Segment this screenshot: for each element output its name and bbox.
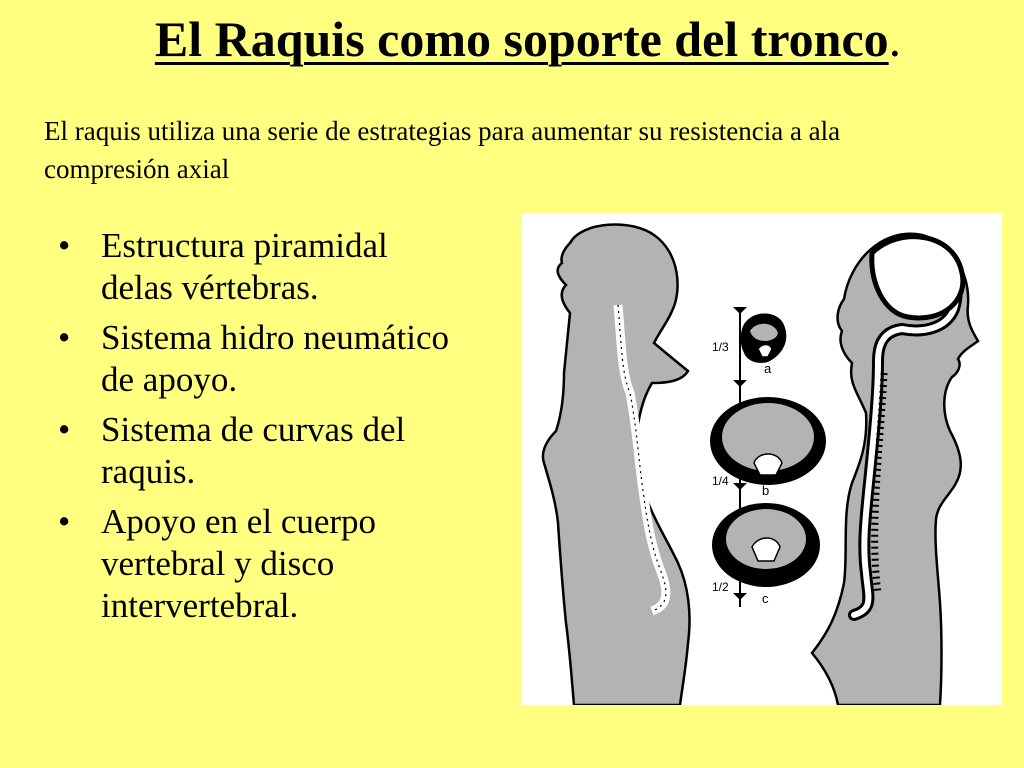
- left-silhouette: [543, 225, 690, 705]
- bullet-text: Estructura piramidal delas vértebras.: [101, 226, 388, 307]
- slide-title-period: .: [888, 11, 902, 67]
- axis-marker: [733, 483, 747, 490]
- section-c-vertebra: [752, 538, 780, 561]
- brain-outline: [872, 237, 963, 318]
- bullet-list: [58, 225, 458, 635]
- cross-sections: [710, 307, 826, 607]
- slide-title-text: El Raquis como soporte del tronco: [154, 11, 889, 67]
- spine-illustration-svg: [522, 213, 1002, 705]
- axis-marker: [733, 307, 747, 314]
- slide-subtitle: El raquis utiliza una serie de estrategias para aumentar su resistencia a ala compresión axial: [44, 116, 841, 184]
- right-silhouette: [812, 234, 978, 705]
- letter-label-c: c: [762, 591, 769, 606]
- bullet-item: [58, 225, 458, 309]
- letter-label-b: b: [762, 483, 770, 498]
- bullet-marker: •: [58, 410, 71, 449]
- bullet-text: Sistema de curvas del raquis.: [101, 410, 406, 491]
- bullet-item: [58, 409, 458, 493]
- bullet-marker: •: [58, 318, 71, 357]
- bullet-marker: •: [58, 502, 71, 541]
- section-b-vertebra: [754, 454, 782, 475]
- spine-illustration: [522, 213, 1002, 705]
- bullet-marker: •: [58, 226, 71, 265]
- fraction-label-b: 1/4: [712, 474, 729, 488]
- letter-label-a: a: [764, 361, 772, 376]
- left-body-outline: [543, 225, 690, 705]
- bullet-text: Apoyo en el cuerpo vertebral y disco intervertebral.: [101, 502, 377, 625]
- bullet-item: [58, 317, 458, 401]
- slide-title: [0, 4, 1024, 74]
- fraction-label-a: 1/3: [712, 340, 729, 354]
- axis-marker: [733, 593, 747, 600]
- fraction-label-c: 1/2: [712, 580, 729, 594]
- bullet-item: [58, 501, 458, 627]
- bullet-text: Sistema hidro neumático de apoyo.: [101, 318, 449, 399]
- axis-marker: [733, 380, 747, 387]
